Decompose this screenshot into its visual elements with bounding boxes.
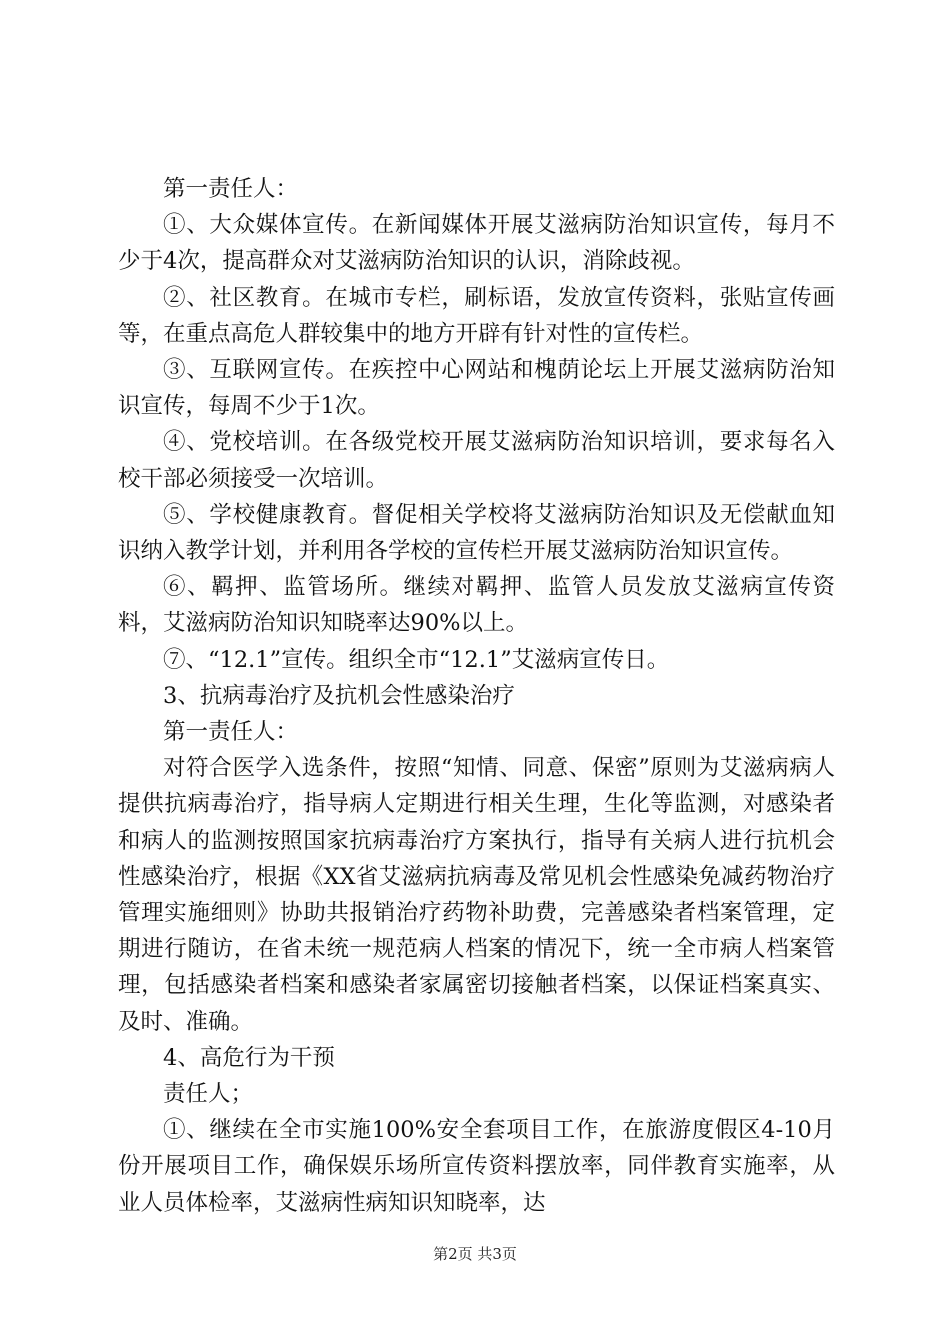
- paragraph: 第一责任人：: [163, 176, 299, 202]
- section-heading: 3、抗病毒治疗及抗机会性感染治疗: [163, 682, 515, 709]
- page-number-footer: 第2页 共3页: [433, 1245, 517, 1263]
- paragraph: ⑦、“12.1”宣传。组织全市“12.1”艾滋病宣传日。: [163, 646, 670, 673]
- paragraph: ②、社区教育。在城市专栏，刷标语，发放宣传资料，张贴宣传画等，在重点高危人群较集中的地方开辟有针对性的宣传栏。: [118, 284, 835, 347]
- paragraph: ③、互联网宣传。在疾控中心网站和槐荫论坛上开展艾滋病防治知识宣传，每周不少于1次。: [118, 357, 835, 420]
- section-heading: 4、高危行为干预: [163, 1044, 335, 1071]
- paragraph: 对符合医学入选条件，按照“知情、同意、保密”原则为艾滋病病人提供抗病毒治疗，指导病人定期进行相关生理，生化等监测，对感染者和病人的监测按照国家抗病毒治疗方案执行，指导有关病人进行抗机会性感染治疗，根据《XX省艾滋病抗病毒及常见机会性感染免减药物治疗管理实施细则》协助共报销治疗药物补助费，完善感染者档案管理，定期进行随访，在省未统一规范病人档案的情况下，统一全市病人档案管理，包括感染者档案和感染者家属密切接触者档案，以保证档案真实、及时、准确。: [118, 755, 835, 1035]
- paragraph: 第一责任人：: [163, 719, 299, 746]
- paragraph: 责任人；: [163, 1081, 254, 1108]
- paragraph: ①、大众媒体宣传。在新闻媒体开展艾滋病防治知识宣传，每月不少于4次，提高群众对艾滋病防治知识的认识，消除歧视。: [118, 212, 835, 275]
- document-body: [118, 171, 835, 1221]
- paragraph: ①、继续在全市实施100%安全套项目工作，在旅游度假区4-10月份开展项目工作，确保娱乐场所宣传资料摆放率，同伴教育实施率，从业人员体检率，艾滋病性病知识知晓率，达: [118, 1117, 835, 1216]
- paragraph: ⑥、羁押、监管场所。继续对羁押、监管人员发放艾滋病宣传资料，艾滋病防治知识知晓率达90%以上。: [118, 574, 835, 637]
- paragraph: ④、党校培训。在各级党校开展艾滋病防治知识培训，要求每名入校干部必须接受一次培训。: [118, 429, 835, 492]
- paragraph: ⑤、学校健康教育。督促相关学校将艾滋病防治知识及无偿献血知识纳入教学计划，并利用各学校的宣传栏开展艾滋病防治知识宣传。: [118, 501, 835, 565]
